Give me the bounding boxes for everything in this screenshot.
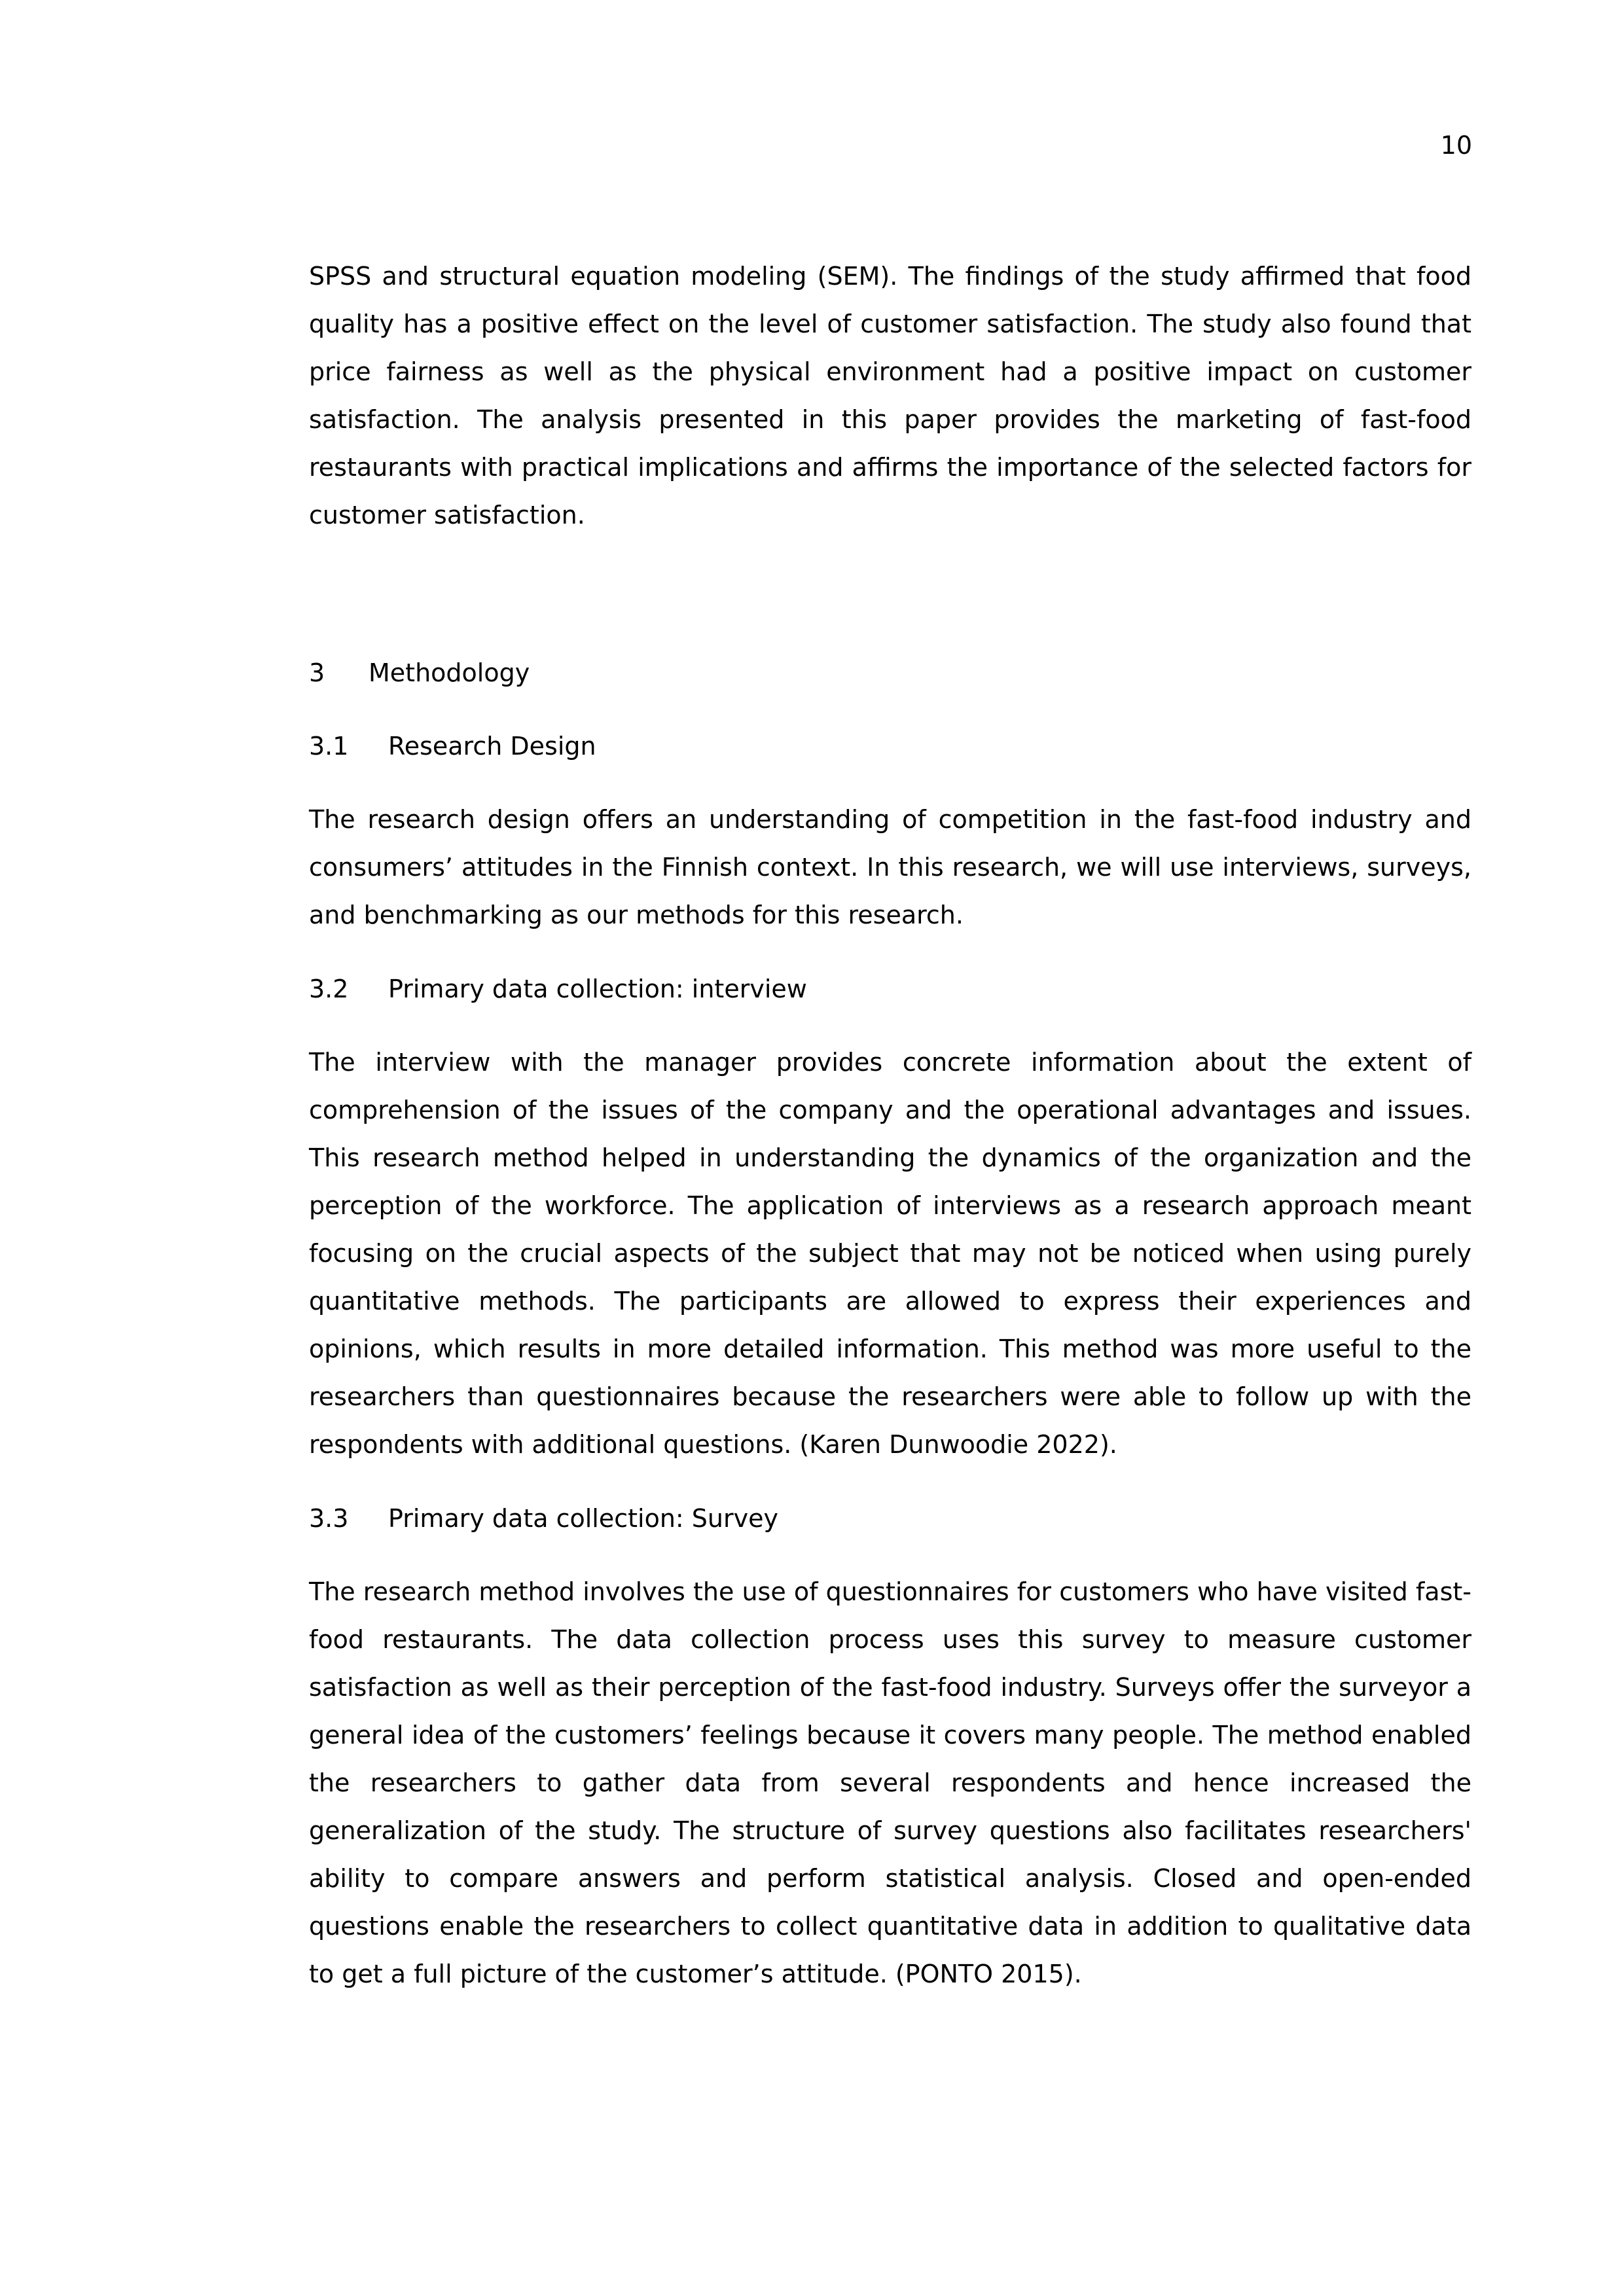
section-heading-3-1 [309, 730, 1471, 762]
page-number: 10 [1440, 131, 1472, 160]
section-number: 3.3 [309, 1504, 349, 1533]
section-number: 3.1 [309, 732, 349, 761]
page-body [309, 253, 1471, 1998]
section-title: Research Design [388, 732, 596, 761]
section-paragraph-3-3: The research method involves the use of questionnaires for customers who have visited fast-food restaurants. The data collection process uses this survey to measure customer satisfaction as well as their perception of the fast-food industry. Surveys offer the surveyor a general idea of the customers’ feelings because it covers many people. The method enabled the researchers to gather data from several respondents and hence increased the generalization of the study. The structure of survey questions also facilitates researchers' ability to compare answers and perform statistical analysis. Closed and open-ended questions enable the researchers to collect quantitative data in addition to qualitative data to get a full picture of the customer’s attitude. (PONTO 2015). [309, 1577, 1471, 1988]
section-title: Primary data collection: Survey [388, 1504, 778, 1533]
section-paragraph-3-1: The research design offers an understanding of competition in the fast-food industry and consumers’ attitudes in the Finnish context. In this research, we will use interviews, surveys, and benchmarking as our methods for this research. [309, 805, 1471, 929]
section-heading-3-2 [309, 973, 1471, 1005]
intro-paragraph: SPSS and structural equation modeling (SEM). The findings of the study affirmed that food quality has a positive effect on the level of customer satisfaction. The study also found that price fairness as well as the physical environment had a positive impact on customer satisfaction. The analysis presented in this paper provides the marketing of fast-food restaurants with practical implications and affirms the importance of the selected factors for customer satisfaction. [309, 262, 1471, 529]
section-heading-3-3 [309, 1503, 1471, 1534]
section-title: Primary data collection: interview [388, 975, 807, 1003]
chapter-heading [309, 657, 1471, 689]
chapter-title: Methodology [369, 658, 530, 687]
section-number: 3.2 [309, 975, 349, 1003]
chapter-number: 3 [309, 658, 325, 687]
section-paragraph-3-2: The interview with the manager provides concrete information about the extent of comprehension of the issues of the company and the operational advantages and issues. This research method helped in understanding the dynamics of the organization and the perception of the workforce. The application of interviews as a research approach meant focusing on the crucial aspects of the subject that may not be noticed when using purely quantitative methods. The participants are allowed to express their experiences and opinions, which results in more detailed information. This method was more useful to the researchers than questionnaires because the researchers were able to follow up with the respondents with additional questions. (Karen Dunwoodie 2022). [309, 1048, 1471, 1459]
